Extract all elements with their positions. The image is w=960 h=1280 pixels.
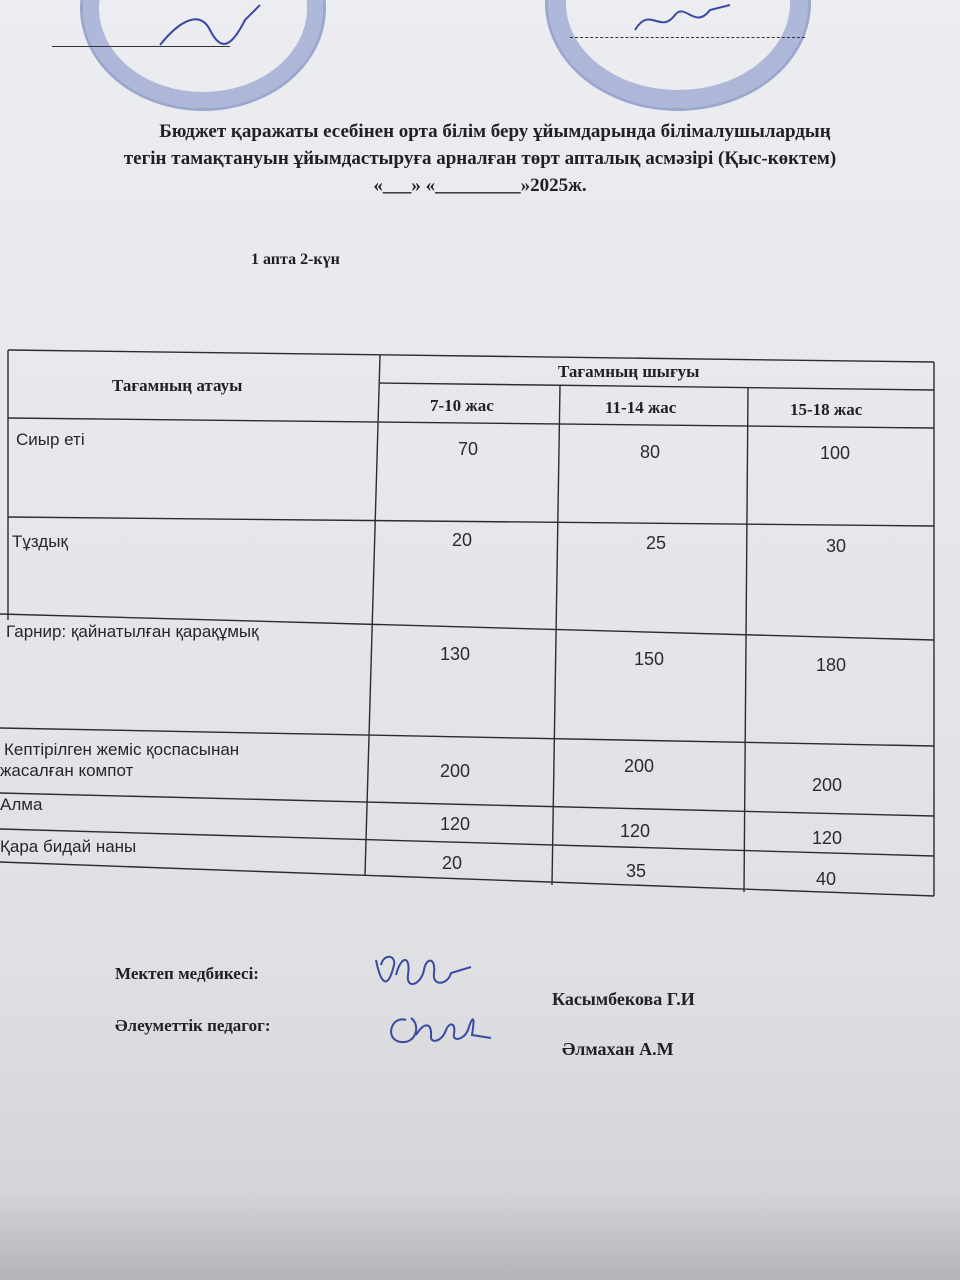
table-row-2-value-15-18: 30 xyxy=(826,536,847,556)
table-row-3-value-15-18: 180 xyxy=(816,655,847,675)
title-line-2: тегін тамақтануын ұйымдастыруға арналған төрт апталық асмәзірі (Қыс-көктем) xyxy=(123,148,837,169)
table-row-3-name: Гарнир: қайнатылған қарақұмық xyxy=(6,622,259,641)
table-row-4-value-11-14: 200 xyxy=(624,756,655,776)
column-header-age-7-10: 7-10 жас xyxy=(430,396,494,415)
column-header-age-15-18: 15-18 жас xyxy=(790,400,863,419)
title-line-3: «___» «_________»2025ж. xyxy=(373,175,587,196)
table-row-2-name: Тұздық xyxy=(12,532,68,551)
table-row-6-value-15-18: 40 xyxy=(816,869,837,889)
table-row-6-value-7-10: 20 xyxy=(442,853,463,873)
table-row-5-name: Алма xyxy=(0,795,43,814)
table-row-4-name-line-1: Кептірілген жеміс қоспасынан xyxy=(4,740,240,759)
table-row-3-value-7-10: 130 xyxy=(440,644,471,664)
table-row-2-value-7-10: 20 xyxy=(452,530,473,550)
school-nurse-label: Мектеп медбикесі: xyxy=(115,964,259,983)
title-line-1: Бюджет қаражаты есебінен орта білім беру ұйымдарында білімалушылардың xyxy=(159,121,831,142)
column-header-output: Тағамның шығуы xyxy=(558,362,700,381)
social-pedagogue-name: Әлмахан А.М xyxy=(562,1039,674,1059)
week-day-label: 1 апта 2-күн xyxy=(251,251,340,268)
social-pedagogue-label: Әлеуметтік педагог: xyxy=(115,1016,271,1035)
table-row-4-value-7-10: 200 xyxy=(440,761,471,781)
table-row-4-name-line-2: жасалған компот xyxy=(0,761,134,780)
table-row-3-value-11-14: 150 xyxy=(634,649,665,669)
column-header-age-11-14: 11-14 жас xyxy=(605,398,677,417)
school-nurse-signature xyxy=(366,945,476,1000)
table-row-4-value-15-18: 200 xyxy=(812,775,843,795)
school-nurse-name: Касымбекова Г.И xyxy=(552,989,695,1009)
column-header-dish-name: Тағамның атауы xyxy=(112,376,243,395)
social-pedagogue-signature xyxy=(376,1000,496,1050)
table-row-6-value-11-14: 35 xyxy=(626,861,647,881)
table-row-5-value-15-18: 120 xyxy=(812,828,843,848)
page-bottom-shadow xyxy=(0,1190,960,1280)
table-row-2-value-11-14: 25 xyxy=(646,533,667,553)
table-row-6-name: Қара бидай наны xyxy=(0,837,137,856)
table-row-1-value-7-10: 70 xyxy=(458,439,479,459)
table-row-1-value-15-18: 100 xyxy=(820,443,851,463)
table-row-5-value-11-14: 120 xyxy=(620,821,651,841)
table-row-1-value-11-14: 80 xyxy=(640,442,661,462)
table-row-5-value-7-10: 120 xyxy=(440,814,471,834)
table-row-1-name: Сиыр еті xyxy=(16,430,85,449)
